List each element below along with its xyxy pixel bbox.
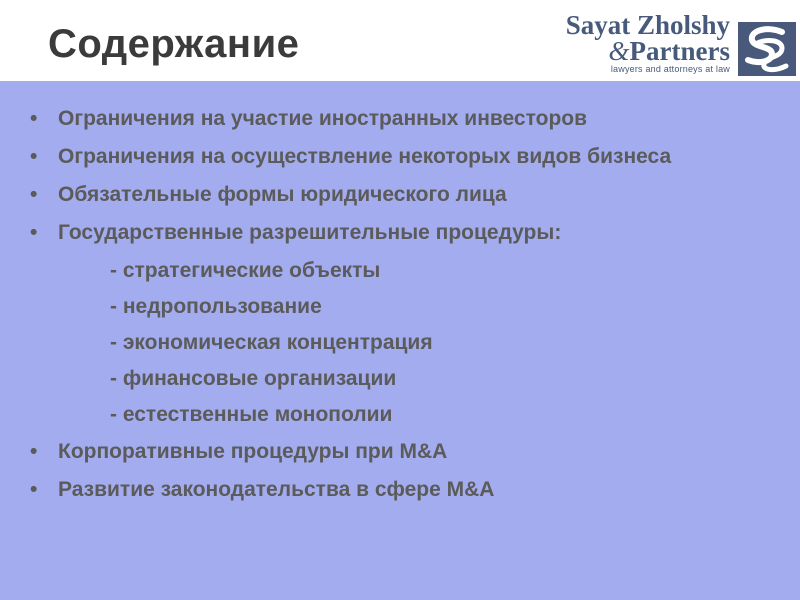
list-item bbox=[30, 143, 770, 170]
list-item bbox=[30, 438, 770, 465]
list-item bbox=[30, 219, 770, 246]
list-item-text: Развитие законодательства в сфере M&A bbox=[58, 478, 495, 501]
slide-title: Содержание bbox=[48, 22, 300, 66]
list-item-text: - недропользование bbox=[110, 295, 322, 318]
logo-ampersand: & bbox=[608, 36, 630, 66]
list-item-text: Ограничения на осуществление некоторых видов бизнеса bbox=[58, 145, 672, 168]
sub-list-item bbox=[30, 257, 770, 284]
logo-line-1: Sayat Zholshy bbox=[565, 10, 730, 40]
bullet-icon: • bbox=[30, 145, 38, 168]
list-item-text: Ограничения на участие иностранных инвесторов bbox=[58, 107, 588, 130]
company-logo bbox=[528, 8, 800, 78]
list-item-text: - естественные монополии bbox=[110, 403, 393, 426]
list-item-text: Обязательные формы юридического лица bbox=[58, 183, 507, 206]
list-item-text: Корпоративные процедуры при M&A bbox=[58, 440, 448, 463]
logo-line-2 bbox=[566, 36, 730, 66]
bullet-icon: • bbox=[30, 107, 38, 130]
list-item-text: - стратегические объекты bbox=[110, 259, 381, 282]
list-item bbox=[30, 105, 770, 132]
bullet-icon: • bbox=[30, 478, 38, 501]
logo-wordmark bbox=[566, 12, 730, 74]
sz-monogram-icon bbox=[738, 22, 796, 76]
list-item-text: - экономическая концентрация bbox=[110, 331, 433, 354]
sub-list-item bbox=[30, 293, 770, 320]
list-item-text: - финансовые организации bbox=[110, 367, 397, 390]
list-item bbox=[30, 181, 770, 208]
bullet-icon: • bbox=[30, 440, 38, 463]
sub-list-item bbox=[30, 329, 770, 356]
bullet-icon: • bbox=[30, 221, 38, 244]
sub-list-item bbox=[30, 365, 770, 392]
list-item bbox=[30, 476, 770, 503]
logo-tagline: lawyers and attorneys at law bbox=[610, 64, 730, 74]
sub-list-item bbox=[30, 401, 770, 428]
list-item-text: Государственные разрешительные процедуры: bbox=[58, 221, 562, 244]
bullet-icon: • bbox=[30, 183, 38, 206]
bullet-list bbox=[30, 105, 770, 503]
logo-partners: Partners bbox=[629, 36, 730, 66]
